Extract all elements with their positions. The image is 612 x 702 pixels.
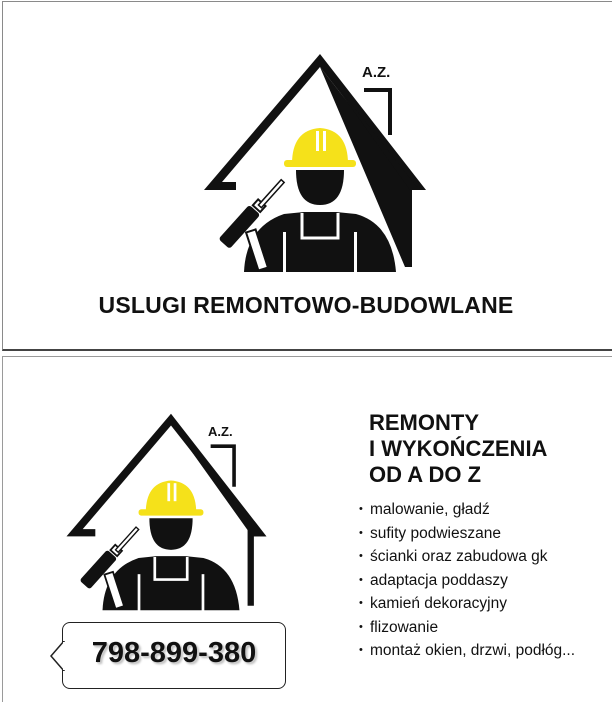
- house-worker-icon: [204, 52, 436, 274]
- service-item: • ścianki oraz zabudowa gk: [359, 545, 575, 569]
- services-list: [359, 498, 575, 663]
- service-item: • sufity podwieszane: [359, 522, 575, 546]
- hard-hat-icon: [284, 128, 356, 167]
- services-heading: [369, 410, 547, 488]
- phone-number[interactable]: 798-899-380: [91, 637, 257, 669]
- heading-line: I WYKOŃCZENIA: [369, 436, 548, 461]
- house-worker-icon: [66, 412, 276, 612]
- service-item: • montaż okien, drzwi, podłóg...: [359, 639, 575, 663]
- heading-line: REMONTY: [369, 410, 479, 435]
- hard-hat-icon: [139, 480, 204, 515]
- logo-mark-text: A.Z.: [362, 64, 391, 81]
- service-item: • kamień dekoracyjny: [359, 592, 575, 616]
- service-item: • adaptacja poddaszy: [359, 569, 575, 593]
- service-item: • flizowanie: [359, 616, 575, 640]
- heading-line: OD A DO Z: [369, 462, 482, 487]
- company-title: USLUGI REMONTOWO-BUDOWLANE: [98, 292, 514, 318]
- logo-mark-text: A.Z.: [208, 424, 233, 439]
- service-item: • malowanie, gładź: [359, 498, 575, 522]
